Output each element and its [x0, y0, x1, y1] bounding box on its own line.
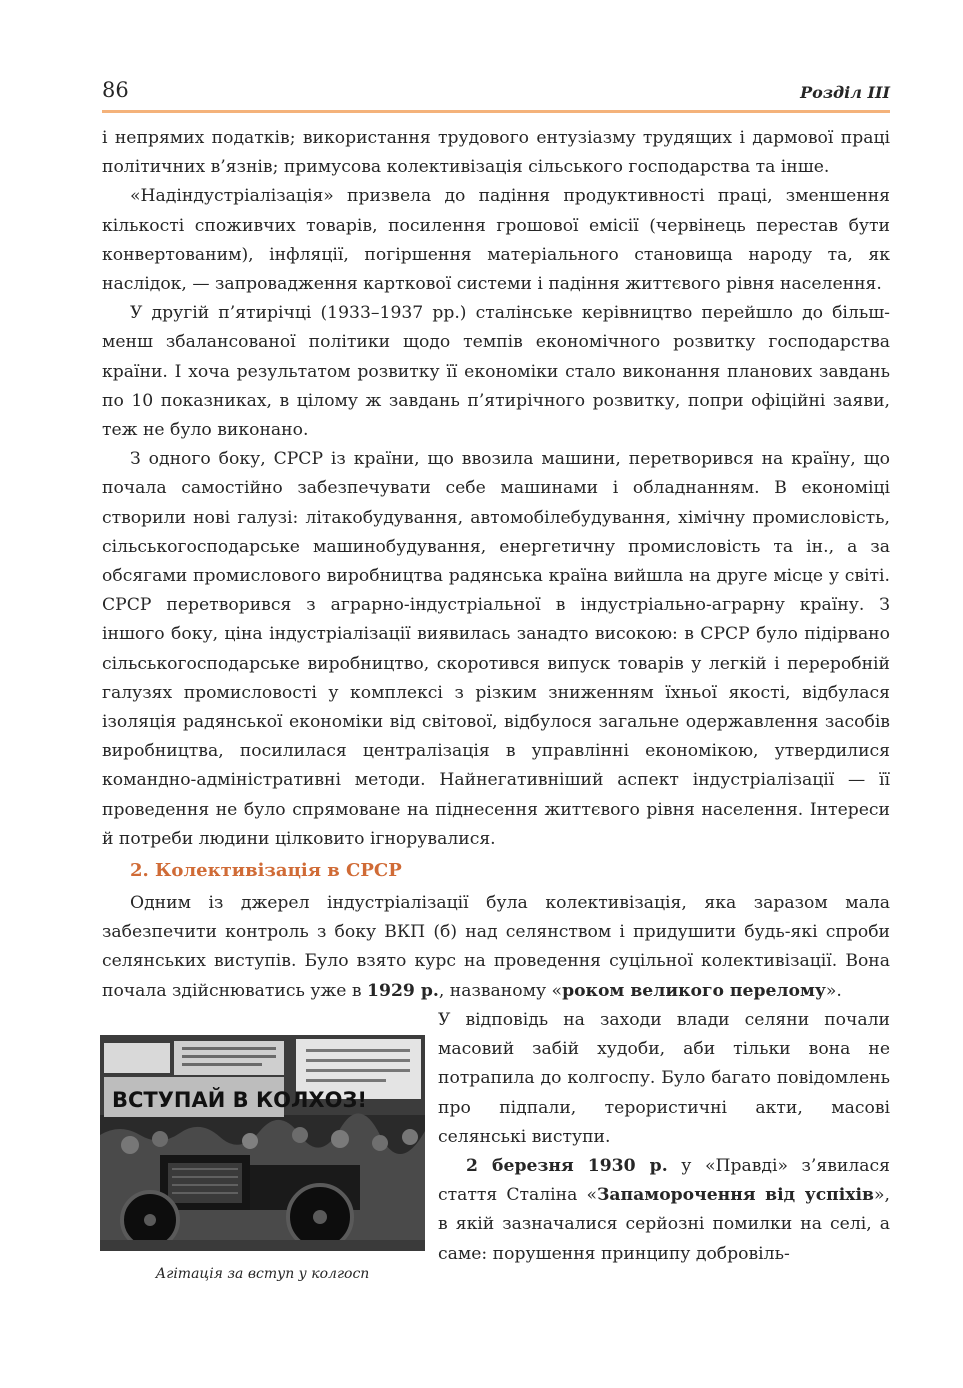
text-run: ».: [825, 980, 842, 1001]
section-label: Розділ III: [800, 83, 890, 102]
paragraph: У другій п’ятирічці (1933–1937 рр.) сталінське керівництво перейшло до більш-менш збалансованої політики щодо темпів економічного розвитку господарства країни. І хоча результатом розвитку її економіки стало виконання планових завдань по 10 показниках, в цілому ж завдань п’ятирічного розвитку, попри офіційні заяви, теж не було виконано.: [102, 303, 890, 441]
intro-text: [102, 124, 890, 854]
text-run: , названому «: [438, 980, 563, 1001]
photo-illustration: [100, 1035, 425, 1251]
paragraph: У відповідь на заходи влади селяни почали масовий забій худоби, аби тільки вона не потрапила до колгоспу. Було багато повідомлень про підпали, терористичні акти, масові селянські виступи.: [438, 1010, 890, 1147]
banner-text: ВСТУПАЙ В КОЛХОЗ!: [112, 1088, 367, 1112]
photo-caption: Агітація за вступ у колгосп: [155, 1266, 370, 1282]
date-1930: 2 березня 1930 р.: [466, 1156, 668, 1177]
great-turn-phrase: роком великого перелому: [562, 980, 826, 1001]
section-text: [102, 889, 890, 1006]
paragraph: «Надіндустріалізація» призвела до падіння продуктивності праці, зменшення кількості споживчих товарів, посилення грошової емісії (червінець перестав бути конвертованим), інфляції, погіршення матеріального становища народу та, як наслідок, — запровадження карткової системи і падіння життєвого рівня населення.: [102, 186, 890, 295]
text-run: », в якій зазначалися серйозні помилки на селі, а саме: порушення принципу добровіль-: [438, 1185, 890, 1264]
year-1929: 1929 р.: [367, 980, 439, 1001]
section-heading: 2. Колективізація в СРСР: [130, 860, 402, 881]
text-run: у «Правді» з’явилася стаття Сталіна «: [438, 1156, 890, 1206]
wrapped-text: [438, 1006, 890, 1269]
text-run: Одним із джерел індустріалізації була колективізація, яка заразом мала забезпечити контроль з боку ВКП (б) над селянством і придушити будь-які спроби селянських виступів. Було взято курс на проведення суцільної колективізації. Вона почала здійснюватись уже в: [102, 893, 890, 1001]
article-title: Запаморочення від успіхів: [597, 1185, 875, 1206]
paragraph: [102, 889, 890, 1006]
header-rule: [102, 110, 890, 113]
paragraph: і непрямих податків; використання трудового ентузіазму трудящих і дармової праці політичних в’язнів; примусова колективізація сільського господарства та інше.: [102, 128, 890, 178]
kolkhoz-agitation-photo: [100, 1035, 425, 1251]
paragraph: [438, 1152, 890, 1269]
paragraph: З одного боку, СРСР із країни, що ввозила машини, перетворився на країну, що почала самостійно забезпечувати себе машинами і обладнанням. В економіці створили нові галузі: літакобудування, автомобілебудування, хімічну промисловість, сільськогосподарське машинобудування, енергетичну промисловість та ін., а за обсягами промислового виробництва радянська країна вийшла на друге місце у світі. СРСР перетворився з аграрно-індустріальної в індустріально-аграрну країну. З іншого боку, ціна індустріалізації виявилась занадто високою: в СРСР було підірвано сільськогосподарське виробництво, скоротився випуск товарів у легкій і переробній галузях промисловості у комплексі з різким зниженням їхньої якості, відбулася ізоляція радянської економіки від світової, відбулося загальне одержавлення засобів виробництва, посилилася централізація в управлінні економікою, утвердилися командно-адміністративні методи. Найнегативніший аспект індустріалізації — її проведення не було спрямоване на піднесення життєвого рівня населення. Інтереси й потреби людини цілковито ігнорувалися.: [102, 449, 890, 849]
page-number: 86: [102, 78, 129, 102]
